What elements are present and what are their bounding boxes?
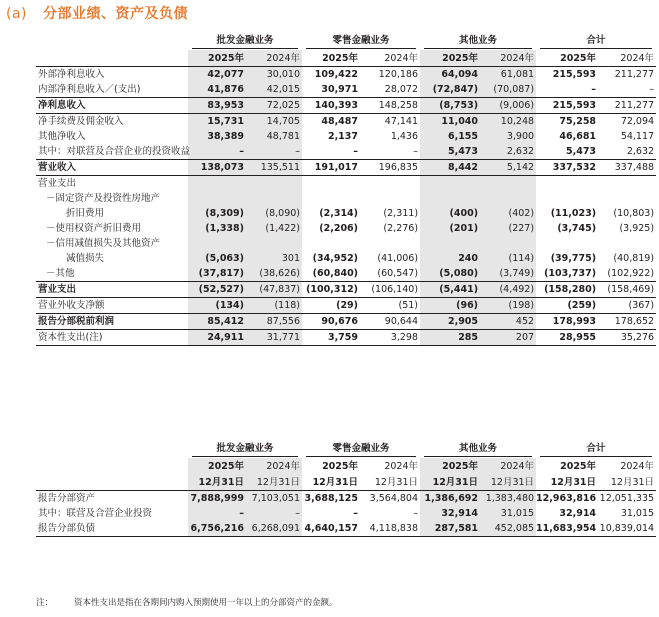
segment-header-wholesale: 批发金融业务 [188,32,302,50]
row-label: 报告分部税前利润 [36,314,188,330]
table-row [36,221,656,236]
row-label: 折旧费用 [66,208,105,219]
value-cell: (34,952) [312,253,359,264]
value-cell: (2,311) [383,208,419,219]
value-cell: 3,298 [360,330,420,346]
year-header: 2024年 [480,458,536,474]
value-cell [246,191,302,206]
footnote [36,596,338,608]
year-header: 2024年 [360,50,420,67]
row-label: －其他 [46,268,75,279]
row-label: 外部净利息收入 [38,69,105,80]
value-cell: 2,632 [480,144,536,160]
value-cell: – [591,84,597,95]
value-cell: 215,593 [552,69,597,80]
value-cell: (400) [420,206,480,221]
value-cell: (39,775) [550,253,597,264]
date-header: 12月31日 [360,474,420,491]
value-cell [598,176,656,192]
row-label: －固定资产及投资性房地产 [46,193,161,204]
value-cell: (38,626) [246,266,302,282]
date-header: 12月31日 [302,474,360,491]
value-cell: 120,186 [378,69,419,80]
value-cell: 337,532 [536,160,598,176]
row-label: 减值损失 [66,253,105,264]
value-cell [188,176,246,192]
value-cell: (3,745) [557,223,597,234]
segment-assets-table [36,440,656,537]
value-cell: 337,488 [598,160,656,176]
row-label: 净手续费及佣金收入 [36,114,188,130]
value-cell: 61,081 [480,67,536,83]
segment-header-retail: 零售金融业务 [302,32,420,50]
value-cell: (1,338) [188,221,246,236]
value-cell: 11,040 [420,114,480,130]
value-cell [302,191,360,206]
table-row [36,82,656,98]
value-cell: 285 [420,330,480,346]
value-cell [360,191,420,206]
year-header: 2024年 [598,50,656,67]
value-cell: (8,090) [246,206,302,221]
value-cell: 178,652 [598,314,656,330]
value-cell: (40,819) [613,253,655,264]
value-cell: 30,971 [321,84,359,95]
value-cell: (52,527) [188,282,246,298]
value-cell: (201) [420,221,480,236]
year-header: 2024年 [246,50,302,67]
value-cell: (158,469) [598,282,656,298]
value-cell: 47,141 [360,114,420,130]
date-header: 12月31日 [536,474,598,491]
value-cell: (114) [480,251,536,266]
segment-results-table [36,32,656,346]
value-cell: 75,258 [536,114,598,130]
row-label: 其他净收入 [38,131,86,142]
value-cell: (60,840) [312,268,359,279]
value-cell: 28,072 [384,84,419,95]
table-row [36,330,656,346]
value-cell: – [353,508,359,519]
value-cell: 196,835 [360,160,420,176]
value-cell: 3,759 [302,330,360,346]
value-cell [302,176,360,192]
value-cell: 10,839,014 [598,521,656,537]
value-cell: 301 [246,251,302,266]
value-cell [420,236,480,251]
segment-header-other: 其他业务 [420,32,536,50]
value-cell: 90,676 [302,314,360,330]
year-header: 2025年 [322,460,359,472]
value-cell: (2,314) [319,208,359,219]
value-cell: 211,277 [614,69,655,80]
row-label: 净利息收入 [36,98,188,114]
value-cell: 31,015 [620,508,655,519]
value-cell: 48,781 [246,129,302,144]
value-cell: 5,473 [565,146,597,157]
segment-header-total: 合计 [536,32,656,50]
value-cell: (96) [420,298,480,314]
value-cell [480,176,536,192]
value-cell: 14,705 [246,114,302,130]
value-cell: 2,632 [626,146,655,157]
value-cell: 211,277 [598,98,656,114]
value-cell: 452 [480,314,536,330]
value-cell: (70,087) [480,82,536,98]
value-cell: (41,006) [377,253,419,264]
table-row [36,144,656,160]
table-row [36,98,656,114]
table-row [36,521,656,537]
value-cell: (100,312) [302,282,360,298]
date-header: 12月31日 [480,474,536,491]
value-cell [598,191,656,206]
value-cell: (102,922) [607,268,655,279]
value-cell [480,191,536,206]
value-cell: 7,103,051 [246,491,302,507]
value-cell: – [413,508,419,519]
value-cell: (37,817) [188,266,246,282]
year-header: 2025年 [188,50,246,67]
year-header: 2025年 [536,50,598,67]
table-row [36,251,656,266]
row-label: －使用权资产折旧费用 [46,223,142,234]
value-cell: (259) [536,298,598,314]
value-cell: 35,276 [598,330,656,346]
section-title-text: 分部业绩、资产及负债 [43,6,189,22]
date-header: 12月31日 [246,474,302,491]
value-cell: 32,914 [420,506,480,521]
table-row [36,206,656,221]
row-label: 内部净利息收入／(支出) [38,84,141,95]
value-cell: (4,492) [480,282,536,298]
section-tag: (a) [6,6,28,22]
value-cell: 8,442 [420,160,480,176]
year-header: 2025年 [188,458,246,474]
year-header: 2024年 [384,460,419,472]
value-cell [480,236,536,251]
table-row [36,506,656,521]
value-cell: 4,640,157 [302,521,360,537]
table-row [36,176,656,192]
value-cell [246,236,302,251]
table-row [36,67,656,83]
year-header: 2025年 [302,50,360,67]
value-cell: 109,422 [314,69,359,80]
value-cell [420,191,480,206]
table-row [36,298,656,314]
year-header: 2024年 [480,50,536,67]
table-row [36,114,656,130]
value-cell: (8,309) [188,206,246,221]
year-header: 2024年 [620,460,655,472]
value-cell: (402) [480,206,536,221]
value-cell: 3,688,125 [304,493,359,504]
value-cell: 452,085 [480,521,536,537]
value-cell: 287,581 [420,521,480,537]
value-cell [536,236,598,251]
value-cell: 31,771 [246,330,302,346]
value-cell: 83,953 [188,98,246,114]
value-cell: 6,268,091 [246,521,302,537]
table-row [36,491,656,507]
value-cell: – [246,144,302,160]
value-cell: 6,155 [420,129,480,144]
value-cell [536,176,598,192]
row-label: 报告分部资产 [38,493,96,504]
value-cell: 28,955 [536,330,598,346]
value-cell: (29) [302,298,360,314]
value-cell: (5,441) [420,282,480,298]
value-cell: 2,905 [420,314,480,330]
value-cell: 64,094 [420,67,480,83]
value-cell: 7,888,999 [188,491,246,507]
row-label: 营业收入 [36,160,188,176]
value-cell: (106,140) [360,282,420,298]
segment-header-retail-2: 零售金融业务 [302,440,420,458]
value-cell: 2,137 [327,131,359,142]
value-cell: 15,731 [188,114,246,130]
value-cell: 140,393 [302,98,360,114]
value-cell: 240 [420,251,480,266]
value-cell: 48,487 [302,114,360,130]
section-title [6,3,188,23]
value-cell: 46,681 [559,131,597,142]
date-header: 12月31日 [188,474,246,491]
value-cell: 178,993 [536,314,598,330]
table-row [36,282,656,298]
value-cell [246,176,302,192]
value-cell: – [649,84,655,95]
value-cell: 24,911 [188,330,246,346]
value-cell: 30,010 [246,67,302,83]
year-header: 2024年 [246,458,302,474]
value-cell: (227) [480,221,536,236]
value-cell: 12,963,816 [536,493,597,504]
value-cell: 148,258 [360,98,420,114]
value-cell [188,191,246,206]
value-cell: 72,025 [246,98,302,114]
value-cell: (51) [360,298,420,314]
value-cell: (9,006) [480,98,536,114]
value-cell: 135,511 [246,160,302,176]
value-cell: (103,737) [544,268,597,279]
table-row [36,160,656,176]
value-cell [360,236,420,251]
value-cell: (47,837) [246,282,302,298]
value-cell [536,191,598,206]
value-cell: (1,422) [246,221,302,236]
value-cell: 207 [480,330,536,346]
year-header: 2025年 [420,50,480,67]
value-cell: – [246,506,302,521]
footnote-key: 注： [36,598,54,608]
value-cell: 11,683,954 [536,521,598,537]
value-cell: 85,412 [188,314,246,330]
value-cell: 215,593 [536,98,598,114]
value-cell: 1,386,692 [420,491,480,507]
value-cell: 12,051,335 [599,493,655,504]
table-row [36,191,656,206]
value-cell: 72,094 [598,114,656,130]
row-label: 资本性支出(注) [36,330,188,346]
value-cell: 42,077 [188,67,246,83]
value-cell: (158,280) [536,282,598,298]
value-cell: – [413,146,419,157]
value-cell: (5,080) [420,266,480,282]
value-cell: (3,925) [619,223,655,234]
date-header: 12月31日 [598,474,656,491]
value-cell: (2,206) [319,223,359,234]
year-header: 2025年 [420,458,480,474]
value-cell: 138,073 [188,160,246,176]
value-cell: (118) [246,298,302,314]
segment-header-wholesale-2: 批发金融业务 [188,440,302,458]
table-row [36,236,656,251]
value-cell: – [188,506,246,521]
value-cell: – [353,146,359,157]
value-cell: 3,564,804 [369,493,419,504]
value-cell: (8,753) [420,98,480,114]
row-label: 营业支出 [36,176,188,192]
segment-header-other-2: 其他业务 [420,440,536,458]
value-cell: 42,015 [246,82,302,98]
value-cell: 32,914 [559,508,597,519]
value-cell: 54,117 [620,131,655,142]
value-cell: 5,142 [480,160,536,176]
year-header: 2025年 [560,460,597,472]
footnote-text: 资本性支出是指在各期间内购入预期使用一年以上的分部资产的金额。 [74,598,338,608]
date-header: 12月31日 [420,474,480,491]
value-cell [188,236,246,251]
value-cell: (198) [480,298,536,314]
value-cell: 1,383,480 [480,491,536,507]
value-cell: (2,276) [383,223,419,234]
value-cell: 4,118,838 [360,521,420,537]
value-cell: (10,803) [613,208,655,219]
value-cell: (134) [188,298,246,314]
value-cell: (367) [598,298,656,314]
value-cell: 191,017 [302,160,360,176]
table-row [36,314,656,330]
value-cell: 3,900 [480,129,536,144]
row-label: －信用减值损失及其他资产 [46,238,161,249]
value-cell: 5,473 [420,144,480,160]
value-cell: 6,756,216 [188,521,246,537]
segment-header-total-2: 合计 [536,440,656,458]
row-label: 报告分部负债 [36,521,188,537]
value-cell [598,236,656,251]
value-cell: (5,063) [188,251,246,266]
value-cell: 38,389 [188,129,246,144]
value-cell [302,236,360,251]
value-cell: (60,547) [377,268,419,279]
value-cell: (11,023) [550,208,597,219]
value-cell: 90,644 [360,314,420,330]
value-cell [420,176,480,192]
value-cell: 87,556 [246,314,302,330]
value-cell: (3,749) [480,266,536,282]
row-label: 营业外收支净额 [36,298,188,314]
table-row [36,266,656,282]
value-cell: 41,876 [188,82,246,98]
value-cell: 1,436 [390,131,419,142]
table-row [36,129,656,144]
row-label: 其中：对联营及合营企业的投资收益 [38,146,191,157]
value-cell: (72,847) [420,82,480,98]
value-cell: – [188,144,246,160]
value-cell: 31,015 [480,506,536,521]
row-label: 营业支出 [36,282,188,298]
value-cell [360,176,420,192]
row-label: 其中：联营及合营企业投资 [38,508,153,519]
value-cell: 10,248 [480,114,536,130]
